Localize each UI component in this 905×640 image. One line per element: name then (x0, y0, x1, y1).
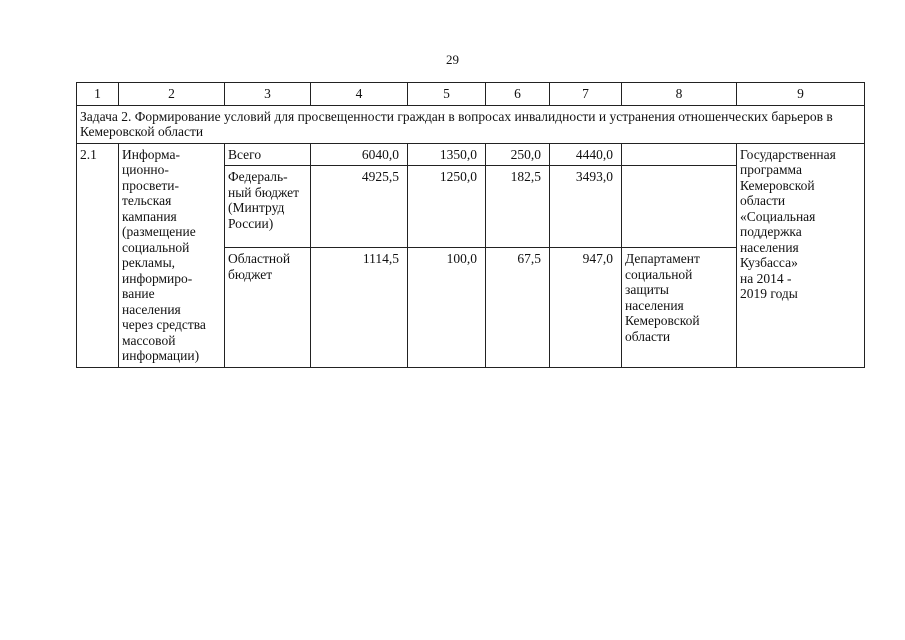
program-cell (737, 143, 865, 367)
funding-source (225, 166, 311, 248)
text-line: программа (740, 162, 802, 177)
text-line: кампания (122, 208, 177, 224)
text-line: Кемеровской (740, 177, 815, 193)
header-cell: 2 (119, 83, 225, 106)
text-line: Федераль- (228, 169, 288, 184)
text-line: Информа- (122, 146, 180, 162)
text-line: 2019 годы (740, 286, 798, 301)
text-line: Кузбасса» (740, 255, 798, 270)
text-line: населения (625, 297, 684, 313)
header-cell: 5 (408, 83, 486, 106)
text-line: тельская (122, 193, 172, 208)
text-line: (размещение (122, 224, 196, 239)
text-line: поддержка (740, 224, 802, 239)
text-line: (Минтруд (228, 200, 285, 215)
text-line: рекламы, (122, 255, 176, 270)
header-cell: 1 (77, 83, 119, 106)
task-row (77, 105, 865, 143)
table-row (77, 143, 865, 166)
value-cell: 250,0 (486, 143, 550, 166)
text-line: Кемеровской (625, 313, 700, 328)
item-name (119, 143, 225, 367)
text-line: информиро- (122, 270, 193, 286)
header-cell: 4 (311, 83, 408, 106)
value-cell: 1350,0 (408, 143, 486, 166)
value-cell: 1250,0 (408, 166, 486, 248)
value-cell: 4925,5 (311, 166, 408, 248)
text-line: бюджет (228, 266, 273, 282)
text-line: защиты (625, 282, 669, 297)
item-id: 2.1 (77, 143, 119, 367)
value-cell: 67,5 (486, 248, 550, 368)
text-line: России) (228, 215, 274, 231)
header-row (77, 83, 865, 106)
task-title: Задача 2. Формирование условий для просвещенности граждан в вопросах инвалидности и устранения отношенческих барьеров в Кемеровской области (77, 105, 865, 143)
text-line: на 2014 - (740, 270, 792, 286)
text-line: информации) (122, 348, 200, 363)
text-line: Всего (228, 146, 262, 162)
executor-cell (622, 143, 737, 166)
header-cell: 3 (225, 83, 311, 106)
page-number: 29 (446, 52, 459, 67)
text-line: социальной (625, 266, 693, 282)
value-cell: 100,0 (408, 248, 486, 368)
funding-source (225, 248, 311, 368)
value-cell: 3493,0 (550, 166, 622, 248)
text-line: вание (122, 286, 155, 301)
text-line: ционно- (122, 162, 169, 177)
value-cell: 4440,0 (550, 143, 622, 166)
header-cell: 8 (622, 83, 737, 106)
text-line: Департамент (625, 251, 700, 266)
funding-source (225, 143, 311, 166)
text-line: ный бюджет (228, 184, 300, 200)
text-line: социальной (122, 239, 190, 255)
text-line: просвети- (122, 177, 179, 193)
value-cell: 182,5 (486, 166, 550, 248)
program-table (76, 82, 865, 368)
executor-cell (622, 166, 737, 248)
text-line: области (625, 328, 671, 344)
value-cell: 6040,0 (311, 143, 408, 166)
text-line: через средства (122, 317, 206, 332)
text-line: «Социальная (740, 208, 816, 224)
text-line: населения (122, 301, 181, 317)
text-line: области (740, 193, 786, 208)
header-cell: 7 (550, 83, 622, 106)
executor-cell (622, 248, 737, 368)
value-cell: 947,0 (550, 248, 622, 368)
text-line: массовой (122, 332, 176, 348)
header-cell: 9 (737, 83, 865, 106)
value-cell: 1114,5 (311, 248, 408, 368)
text-line: Государственная (740, 146, 836, 162)
text-line: населения (740, 239, 799, 255)
text-line: Областной (228, 251, 291, 266)
header-cell: 6 (486, 83, 550, 106)
